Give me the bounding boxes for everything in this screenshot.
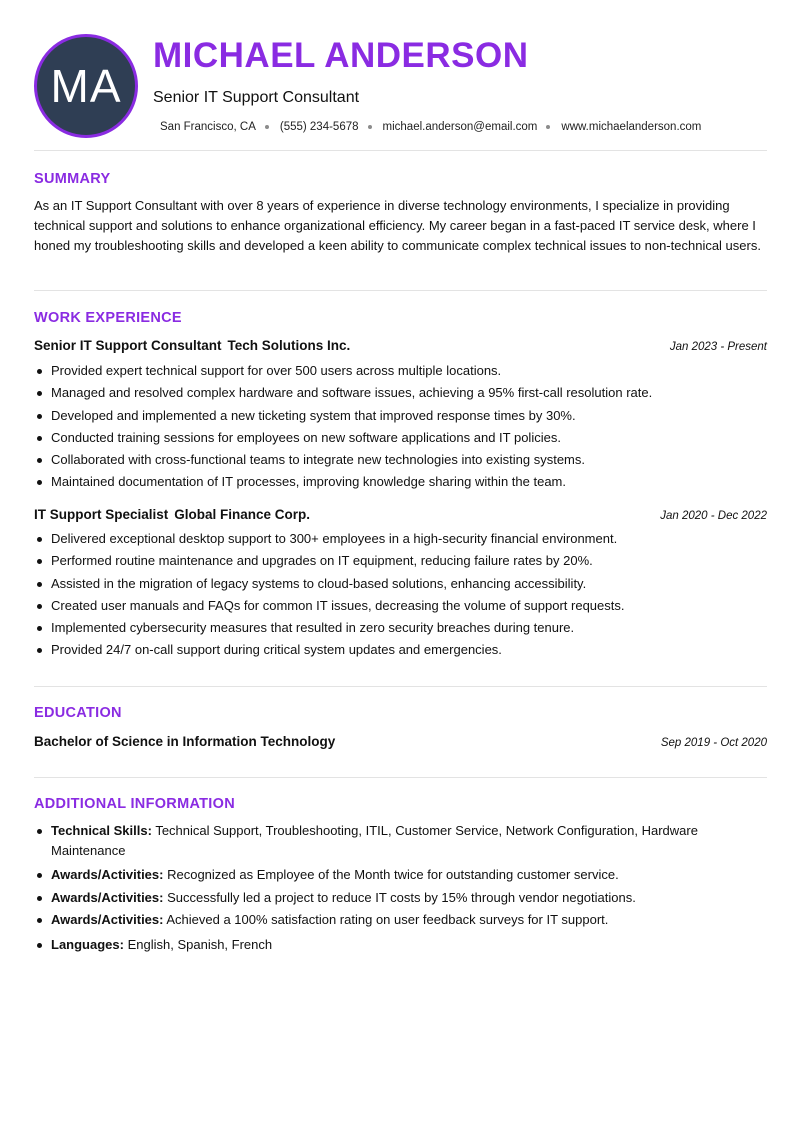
info-text: Achieved a 100% satisfaction rating on user feedback surveys for IT support.: [166, 912, 609, 927]
list-item: Delivered exceptional desktop support to 300+ employees in a high-security financial environment.: [34, 528, 767, 550]
list-item: Performed routine maintenance and upgrades on IT equipment, reducing failure rates by 20%.: [34, 550, 767, 572]
avatar-initials: MA: [50, 60, 122, 112]
section-divider: [34, 150, 767, 151]
section-divider: [34, 290, 767, 291]
job-bullets: [34, 528, 767, 662]
contact-email[interactable]: michael.anderson@email.com: [382, 121, 538, 133]
info-text: Successfully led a project to reduce IT costs by 15% through vendor negotiations.: [167, 889, 636, 905]
additional-info-list: [34, 821, 767, 959]
summary-text: As an IT Support Consultant with over 8 years of experience in diverse technology environments, I specialize in providing technical support and solutions to enhance organizational efficiency. My career began in a fast-paced IT service desk, where I honed my troubleshooting skills and developed a keen ability to communicate complex technical issues to non-technical users.: [34, 198, 761, 253]
list-item: [34, 935, 767, 955]
job-role: Senior IT Support Consultant: [34, 338, 222, 353]
job-title: [34, 507, 310, 522]
education-dates: Sep 2019 - Oct 2020: [660, 737, 767, 749]
degree: Bachelor of Science in Information Technology: [34, 734, 336, 749]
list-item: Provided 24/7 on-call support during critical system updates and emergencies.: [34, 639, 767, 661]
job-dates: Jan 2020 - Dec 2022: [660, 510, 767, 522]
additional-info-heading: ADDITIONAL INFORMATION: [34, 796, 235, 812]
list-item: Maintained documentation of IT processes, improving knowledge sharing within the team.: [34, 471, 767, 493]
info-text: English, Spanish, French: [127, 936, 273, 952]
job-company: Global Finance Corp.: [174, 507, 311, 522]
education-entry: [34, 734, 767, 749]
contact-bar: [160, 121, 701, 133]
contact-location: San Francisco, CA: [160, 121, 256, 133]
list-item: [34, 865, 767, 885]
contact-website[interactable]: www.michaelanderson.com: [561, 121, 702, 133]
list-item: [34, 888, 767, 908]
list-item: Assisted in the migration of legacy systems to cloud-based solutions, enhancing accessibility.: [34, 573, 767, 595]
info-label: Awards/Activities:: [51, 889, 164, 905]
education-heading: EDUCATION: [34, 705, 122, 721]
work-experience-heading: WORK EXPERIENCE: [34, 310, 182, 326]
avatar: [34, 34, 138, 138]
job-company: Tech Solutions Inc.: [227, 338, 351, 353]
info-label: Technical Skills:: [51, 823, 152, 838]
info-label: Languages:: [51, 936, 124, 952]
list-item: [34, 821, 767, 860]
list-item: Provided expert technical support for over 500 users across multiple locations.: [34, 360, 767, 382]
list-item: [34, 910, 767, 930]
job-header: [34, 507, 767, 522]
summary-heading: SUMMARY: [34, 171, 111, 187]
dot-separator-icon: [265, 125, 269, 129]
dot-separator-icon: [368, 125, 372, 129]
dot-separator-icon: [546, 125, 550, 129]
job-dates: Jan 2023 - Present: [669, 341, 767, 353]
info-text: Technical Support, Troubleshooting, ITIL, Customer Service, Network Configuration, Hardware Maintenance: [51, 823, 698, 858]
info-text: Recognized as Employee of the Month twice for outstanding customer service.: [167, 867, 619, 882]
list-item: Created user manuals and FAQs for common IT issues, decreasing the volume of support requests.: [34, 595, 767, 617]
info-label: Awards/Activities:: [51, 867, 164, 882]
info-label: Awards/Activities:: [51, 912, 164, 927]
candidate-name: MICHAEL ANDERSON: [153, 36, 529, 75]
job-role: IT Support Specialist: [34, 507, 169, 522]
list-item: Conducted training sessions for employees on new software applications and IT policies.: [34, 427, 767, 449]
contact-phone: (555) 234-5678: [279, 121, 359, 133]
list-item: Developed and implemented a new ticketing system that improved response times by 30%.: [34, 405, 767, 427]
list-item: Managed and resolved complex hardware and software issues, achieving a 95% first-call resolution rate.: [34, 382, 767, 404]
job-header: [34, 338, 767, 353]
job-bullets: [34, 360, 767, 494]
list-item: Implemented cybersecurity measures that resulted in zero security breaches during tenure.: [34, 617, 767, 639]
list-item: Collaborated with cross-functional teams to integrate new technologies into existing systems.: [34, 449, 767, 471]
section-divider: [34, 777, 767, 778]
section-divider: [34, 686, 767, 687]
candidate-headline: Senior IT Support Consultant: [153, 89, 360, 106]
job-title: [34, 338, 350, 353]
